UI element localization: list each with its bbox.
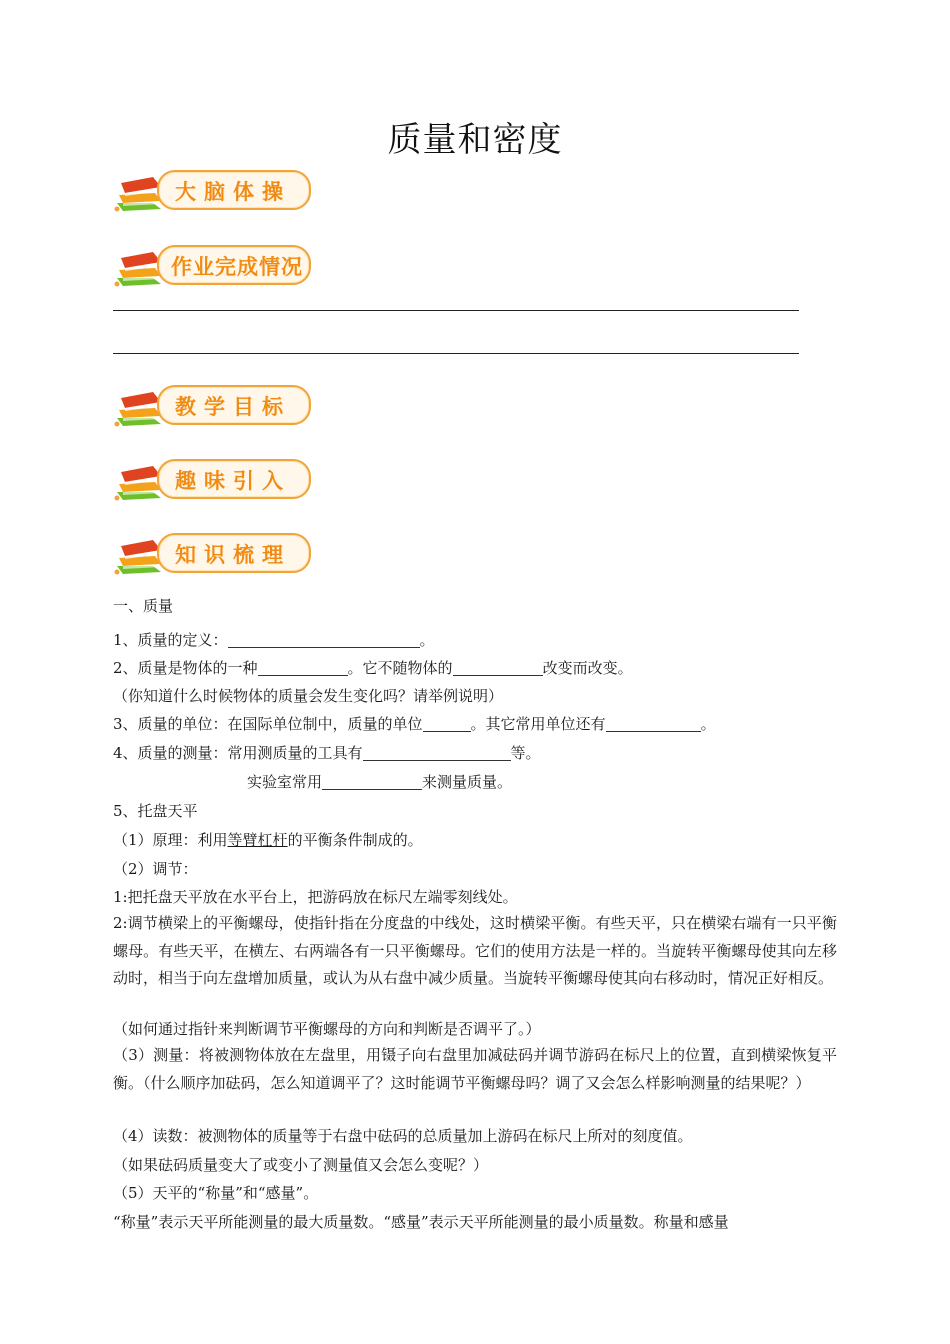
text-line	[113, 630, 435, 650]
fill-in-blank[interactable]	[606, 715, 701, 732]
text-segment: 来测量质量。	[422, 773, 513, 791]
text-segment: 。	[700, 715, 716, 733]
section-header-teaching-goals	[113, 380, 313, 430]
text-line: （如果砝码质量变大了或变小了测量值又会怎么变呢？）	[113, 1156, 489, 1174]
text-line	[247, 772, 512, 792]
text-segment: 。其它常用单位还有	[470, 715, 606, 733]
text-segment: 1、质量的定义：	[113, 631, 228, 649]
text-line: （4）读数：被测物体的质量等于右盘中砝码的总质量加上游码在标尺上所对的刻度值。	[113, 1127, 693, 1145]
section-banner	[157, 459, 311, 499]
text-segment: 实验室常用	[247, 773, 323, 791]
text-line: （5）天平的“称量”和“感量”。	[113, 1184, 319, 1202]
underlined-term: 等臂杠杆	[227, 831, 288, 849]
text-line	[113, 743, 541, 763]
text-segment: 3、质量的单位：在国际单位制中，质量的单位	[113, 715, 423, 733]
text-line: 5、托盘天平	[113, 802, 198, 820]
page-title: 质量和密度	[387, 120, 563, 160]
text-line	[113, 830, 423, 850]
fill-in-blank[interactable]	[322, 773, 422, 790]
text-line: （你知道什么时候物体的质量会发生变化吗？请举例说明）	[113, 687, 504, 705]
fill-in-blank[interactable]	[453, 659, 543, 676]
fill-in-blank[interactable]	[423, 715, 471, 732]
content-heading: 一、质量	[113, 597, 174, 615]
text-line: 1:把托盘天平放在水平台上，把游码放在标尺左端零刻线处。	[113, 888, 518, 906]
fill-in-blank[interactable]	[363, 744, 511, 761]
answer-line	[113, 353, 799, 354]
section-label: 趣味引入	[175, 469, 291, 493]
text-line	[113, 658, 633, 678]
text-segment: 。	[419, 631, 435, 649]
text-segment: 4、质量的测量：常用测质量的工具有	[113, 744, 363, 762]
text-segment: 。它不随物体的	[347, 659, 453, 677]
text-line: （2）调节：	[113, 860, 198, 878]
text-line	[113, 714, 716, 734]
section-header-knowledge-review	[113, 528, 313, 578]
text-segment: 的平衡条件制成的。	[287, 831, 423, 849]
paragraph: 2:调节横梁上的平衡螺母，使指针指在分度盘的中线处，这时横梁平衡。有些天平，只在横梁右端有一只平衡螺母。有些天平，在横左、右两端各有一只平衡螺母。它们的使用方法是一样的。当旋转平衡螺母使其向左移动时，相当于向左盘增加质量，或认为从右盘中减少质量。当旋转平衡螺母使其向右移动时，情况正好相反。	[113, 914, 837, 987]
section-banner	[157, 245, 311, 285]
text-segment: 2、质量是物体的一种	[113, 659, 258, 677]
section-label: 作业完成情况	[171, 255, 303, 279]
section-label: 教学目标	[175, 395, 291, 419]
section-banner	[157, 170, 311, 210]
section-header-homework-status	[113, 240, 313, 290]
section-label: 大脑体操	[175, 180, 291, 204]
text-line: “称量”表示天平所能测量的最大质量数。“感量”表示天平所能测量的最小质量数。称量和感量	[113, 1213, 729, 1231]
text-line: （如何通过指针来判断调节平衡螺母的方向和判断是否调平了。）	[113, 1020, 541, 1038]
paragraph: （3）测量：将被测物体放在左盘里，用镊子向右盘里加减砝码并调节游码在标尺上的位置，直到横梁恢复平衡。（什么顺序加砝码，怎么知道调平了？这时能调节平衡螺母吗？调了又会怎么样影响测量的结果呢？）	[113, 1046, 837, 1092]
fill-in-blank[interactable]	[258, 659, 348, 676]
section-label: 知识梳理	[175, 543, 291, 567]
text-segment: 等。	[510, 744, 541, 762]
answer-line	[113, 310, 799, 311]
section-header-brain-exercise	[113, 165, 313, 215]
fill-in-blank[interactable]	[228, 631, 420, 648]
text-segment: 改变而改变。	[542, 659, 633, 677]
section-banner	[157, 533, 311, 573]
section-banner	[157, 385, 311, 425]
text-segment: （1）原理：利用	[113, 831, 228, 849]
section-header-fun-intro	[113, 454, 313, 504]
